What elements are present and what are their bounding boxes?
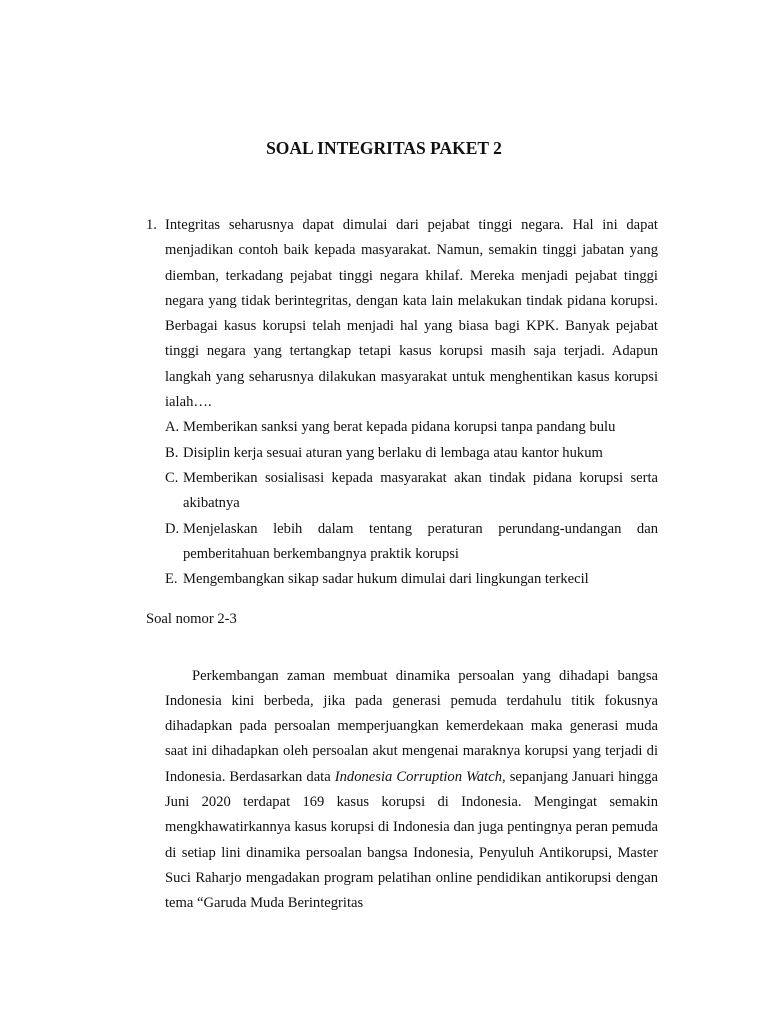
question-text: Integritas seharusnya dapat dimulai dari pejabat tinggi negara. Hal ini dapat menjadikan contoh baik kepada masyarakat. Namun, semakin tinggi jabatan yang diemban, terkadang pejabat tinggi negara khilaf. Mereka menjadi pejabat tinggi negara yang tidak berintegritas, dengan kata lain melakukan tindak pidana korupsi. Berbagai kasus korupsi telah menjadi hal yang biasa bagi KPK. Banyak pejabat tinggi negara yang tertangkap tetapi kasus korupsi masih saja terjadi. Adapun langkah yang seharusnya dilakukan masyarakat untuk menghentikan kasus korupsi ialah….: [165, 217, 658, 411]
page-title: SOAL INTEGRITAS PAKET 2: [266, 138, 502, 158]
answer-options: [146, 415, 658, 592]
option-d[interactable]: [165, 517, 658, 568]
option-text: Memberikan sanksi yang berat kepada pidana korupsi tanpa pandang bulu: [183, 419, 616, 436]
passage-text-part-2: , sepanjang Januari hingga Juni 2020 terdapat 169 kasus korupsi di Indonesia. Mengingat semakin mengkhawatirkannya kasus korupsi di Indonesia dan juga pentingnya peran pemuda di setiap lini dinamika persoalan bangsa Indonesia, Penyuluh Antikorupsi, Master Suci Raharjo mengadakan program pelatihan online pendidikan antikorupsi dengan tema “Garuda Muda Berintegritas: [165, 768, 658, 912]
section-label: Soal nomor 2-3: [146, 611, 237, 627]
option-text: Memberikan sosialisasi kepada masyarakat akan tindak pidana korupsi serta akibatnya: [183, 469, 658, 512]
option-letter: E.: [165, 571, 178, 588]
option-text: Mengembangkan sikap sadar hukum dimulai dari lingkungan terkecil: [183, 571, 589, 588]
question-number: 1.: [146, 217, 157, 233]
option-b[interactable]: [165, 441, 658, 466]
passage-text-part-1: Perkembangan zaman membuat dinamika persoalan yang dihadapi bangsa Indonesia kini berbeda, jika pada generasi pemuda terdahulu titik fokusnya dihadapkan pada persoalan memperjuangkan kemerdekaan maka generasi muda saat ini dihadapkan oleh persoalan akut mengenai maraknya korupsi yang terjadi di Indonesia. Berdasarkan data: [165, 667, 658, 785]
question-1: [146, 213, 658, 592]
option-letter: C.: [165, 469, 179, 486]
option-text: Menjelaskan lebih dalam tentang peraturan perundang-undangan dan pemberitahuan berkembangnya praktik korupsi: [183, 520, 658, 562]
option-letter: D.: [165, 520, 180, 537]
option-c[interactable]: [165, 466, 658, 517]
option-text: Disiplin kerja sesuai aturan yang berlaku di lembaga atau kantor hukum: [183, 444, 603, 461]
reading-passage: [165, 664, 658, 917]
option-a[interactable]: [165, 415, 658, 440]
option-letter: B.: [165, 444, 179, 461]
option-letter: A.: [165, 419, 180, 436]
passage-italic-source: Indonesia Corruption Watch: [334, 768, 503, 785]
option-e[interactable]: [165, 567, 658, 592]
